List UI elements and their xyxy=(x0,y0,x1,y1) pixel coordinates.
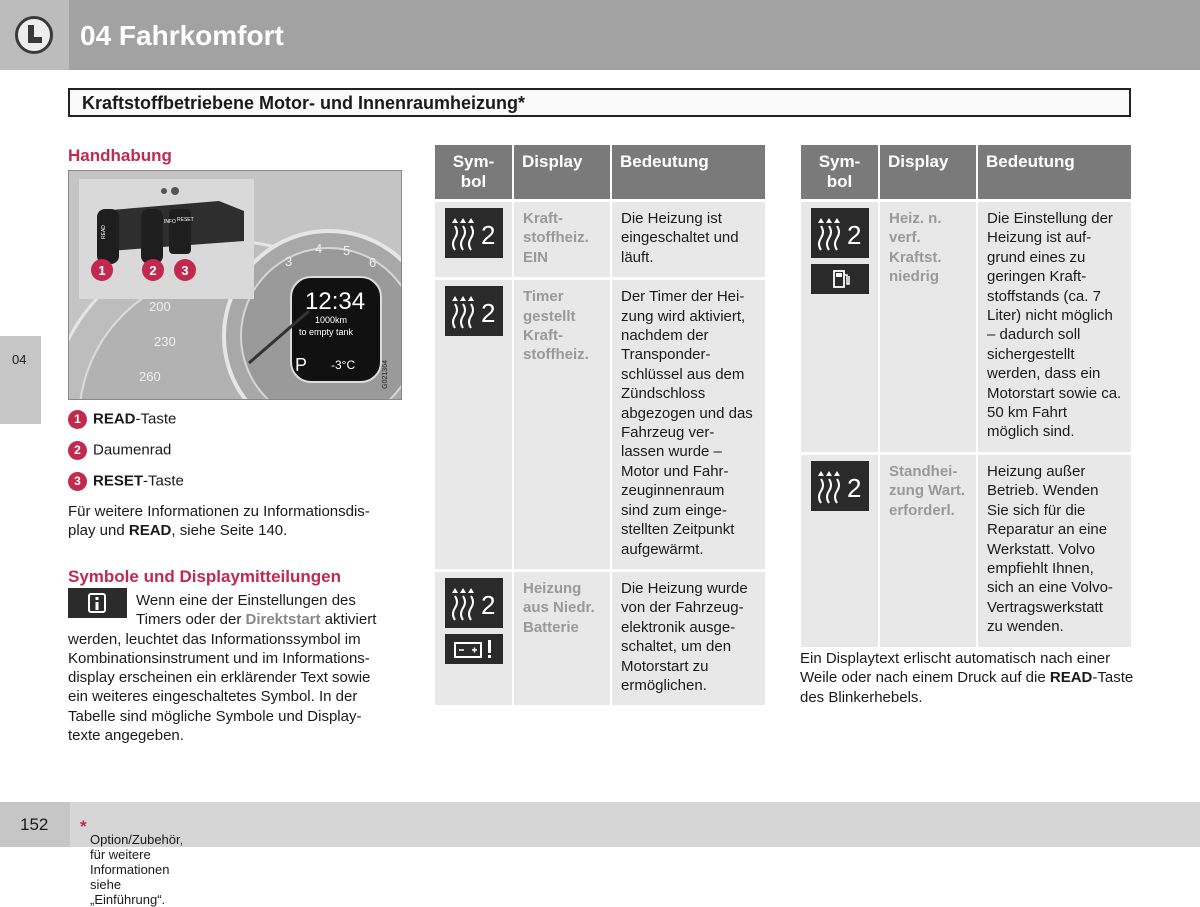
legend-text: -Taste xyxy=(135,410,177,428)
page-title: Kraftstoffbetriebene Motor- und Innenraumheizung* xyxy=(82,93,525,113)
table-row xyxy=(801,201,1131,454)
display-text: Heiz. n. verf. Kraftst. niedrig xyxy=(879,201,977,454)
svg-text:2: 2 xyxy=(480,589,495,620)
page-title-box xyxy=(68,88,1131,117)
display-temperature: -3°C xyxy=(331,358,356,372)
legend-text: Daumenrad xyxy=(93,441,172,459)
legend-bold: READ xyxy=(93,410,136,428)
stalk-label-info: INFO xyxy=(164,219,176,225)
side-tab-label: 04 xyxy=(12,352,27,367)
legend-num: 1 xyxy=(68,410,87,429)
svg-text:2: 2 xyxy=(480,220,495,250)
symbols-paragraph: Wenn eine der Einstellungen des Timers oder der Direktstart aktiviert werden, leuchtet das Informationssymbol im Kombinationsinstrument und im Informations- display erscheinen ein erklärender Text sowie ein weiteres eingeschaltetes Symbol. In der Tabelle sind mögliche Symbole und Display- texte angegeben. xyxy=(68,592,377,745)
heater-2-icon xyxy=(811,208,869,258)
legend-num: 2 xyxy=(68,441,87,460)
footer-note: * Option/Zubehör, für weitere Informationen siehe „Einführung“. xyxy=(80,817,184,907)
table-row xyxy=(435,201,765,279)
col-header-display: Display xyxy=(879,145,977,201)
instrument-figure xyxy=(68,170,402,400)
instrument-illustration xyxy=(69,171,402,400)
svg-text:2: 2 xyxy=(846,220,861,250)
legend-item-2 xyxy=(68,441,171,460)
display-text: Heizung aus Niedr. Batterie xyxy=(513,570,611,705)
info-paragraph: Für weitere Informationen zu Informationsdis- play und READ, siehe Seite 140. xyxy=(68,503,370,540)
heater-2-icon xyxy=(445,208,503,258)
speed-label-260: 260 xyxy=(139,369,161,384)
heater-2-icon xyxy=(445,578,503,628)
page-number-box xyxy=(0,802,70,847)
svg-text:2: 2 xyxy=(480,298,495,329)
fuel-pump-icon xyxy=(811,264,869,294)
display-clock: 12:34 xyxy=(305,288,366,315)
svg-text:2: 2 xyxy=(846,472,861,503)
display-range-line1: 1000km xyxy=(315,315,348,325)
meaning-text: Die Heizung wurde von der Fahrzeug-elektronik ausge-schaltet, um den Motorstart zu ermöglichen. xyxy=(611,570,765,705)
callout-1: 1 xyxy=(98,263,106,278)
symbol-table-1 xyxy=(435,145,765,705)
speed-label-230: 230 xyxy=(154,334,176,349)
col-header-meaning: Bedeutung xyxy=(977,145,1131,201)
heater-2-icon xyxy=(811,461,869,511)
table-row xyxy=(801,453,1131,646)
chapter-header xyxy=(0,0,1200,70)
rpm-label-4: 4 xyxy=(315,241,323,256)
side-chapter-tab xyxy=(0,336,41,424)
symbol-table-2 xyxy=(801,145,1131,647)
battery-warning-icon xyxy=(445,634,503,664)
display-text: Timer gestellt Kraft-stoffheiz. xyxy=(513,279,611,571)
legend-text: -Taste xyxy=(143,472,184,490)
stalk-label-read: READ xyxy=(101,225,107,239)
callout-3: 3 xyxy=(181,263,189,278)
handhabung-heading: Handhabung xyxy=(68,146,172,165)
callout-2: 2 xyxy=(149,263,157,278)
meaning-text: Heizung außer Betrieb. Wenden Sie sich für die Reparatur an eine Werkstatt. Volvo empfiehlt Ihnen, sich an eine Volvo-Vertragswerkstatt zu wenden. xyxy=(977,453,1131,646)
meaning-text: Die Heizung ist eingeschaltet und läuft. xyxy=(611,201,765,279)
legend-bold: RESET xyxy=(93,472,144,490)
display-text-paragraph: Ein Displaytext erlischt automatisch nach einer Weile oder nach einem Druck auf die READ-Taste des Blinkerhebels. xyxy=(800,650,1134,706)
display-range-line2: to empty tank xyxy=(299,327,354,337)
table-row xyxy=(435,570,765,705)
rpm-label-5: 5 xyxy=(343,243,351,258)
page-number: 152 xyxy=(20,815,49,834)
rpm-label-6: 6 xyxy=(369,255,377,270)
legend-item-1 xyxy=(68,410,176,429)
col-header-symbol: Sym-bol xyxy=(801,145,879,201)
display-text: Standhei-zung Wart. erforderl. xyxy=(879,453,977,646)
footer-note-bar xyxy=(70,802,1200,907)
legend-num: 3 xyxy=(68,472,87,491)
meaning-text: Die Einstellung der Heizung ist auf-grund eines zu geringen Kraft-stoffstands (ca. 7 Liter) nicht möglich – dadurch soll sichergestellt werden, dass ein Motorstart sowie ca. 50 km Fahrt möglich sind. xyxy=(977,201,1131,454)
display-gear: P xyxy=(295,355,308,375)
col-header-display: Display xyxy=(513,145,611,201)
seat-icon xyxy=(15,16,53,54)
stalk-label-reset: RESET xyxy=(177,217,194,223)
chapter-title: 04 Fahrkomfort xyxy=(80,20,284,51)
meaning-text: Der Timer der Hei-zung wird aktiviert, nachdem der Transponder-schlüssel aus dem Zündschloss abgezogen und das Fahrzeug ver-lassen wurde – Motor und Fahr-zeuginnenraum sind zum einge-stellten Zeitpunkt aufgewärmt. xyxy=(611,279,765,571)
table-row xyxy=(435,279,765,571)
heater-2-icon xyxy=(445,286,503,336)
col-header-symbol: Sym-bol xyxy=(435,145,513,201)
chapter-icon-box xyxy=(0,0,69,70)
display-text: Kraft-stoffheiz. EIN xyxy=(513,201,611,279)
figure-code: G021364 xyxy=(382,360,389,389)
rpm-label-3: 3 xyxy=(285,254,293,269)
legend-item-3 xyxy=(68,472,184,491)
speed-label-200: 200 xyxy=(149,299,171,314)
symbols-heading: Symbole und Displaymitteilungen xyxy=(68,567,341,586)
col-header-meaning: Bedeutung xyxy=(611,145,765,201)
